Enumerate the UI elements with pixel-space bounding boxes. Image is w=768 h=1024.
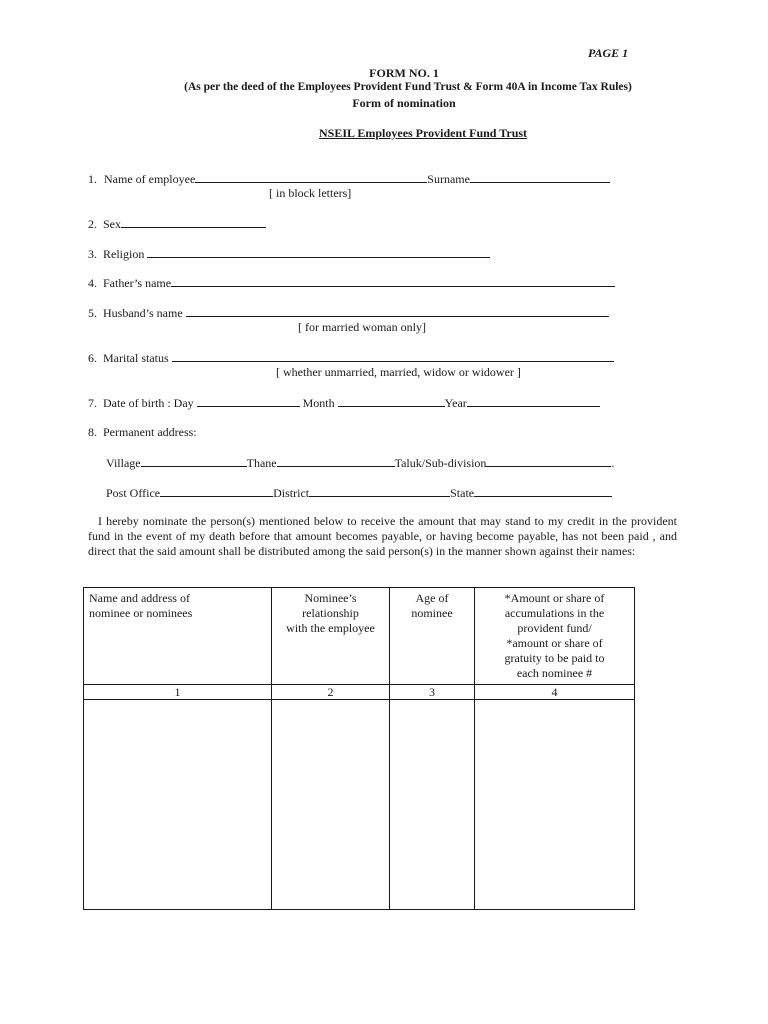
field-label: Religion: [103, 247, 145, 261]
month-input-line[interactable]: [338, 395, 445, 407]
field-date-of-birth: [88, 395, 600, 411]
state-input-line[interactable]: [474, 485, 612, 497]
nominee-name-address-cell[interactable]: [84, 700, 272, 910]
field-number: 1.: [88, 172, 97, 186]
field-label: Permanent address:: [103, 425, 197, 439]
field-number: 3.: [88, 247, 97, 261]
fathers-name-input-line[interactable]: [171, 275, 615, 287]
year-input-line[interactable]: [467, 395, 600, 407]
religion-input-line[interactable]: [147, 246, 490, 258]
column-number: 1: [84, 685, 272, 700]
nominee-table: [83, 587, 635, 910]
row-end-period: .: [611, 456, 615, 470]
table-header-row: [84, 588, 635, 685]
husbands-name-input-line[interactable]: [186, 305, 609, 317]
field-number: 5.: [88, 306, 97, 320]
day-input-line[interactable]: [197, 395, 300, 407]
surname-label: Surname: [427, 172, 470, 186]
field-label: Date of birth : Day: [103, 396, 194, 410]
month-label: Month: [302, 396, 335, 410]
field-label: Husband’s name: [103, 306, 183, 320]
header-amount-share: *Amount or share of accumulations in the provident fund/ *amount or share of gratuity to be paid to each nominee #: [475, 588, 635, 685]
header-relationship: Nominee’s relationship with the employee: [272, 588, 390, 685]
field-sex: [88, 216, 266, 232]
sex-input-line[interactable]: [121, 216, 266, 228]
taluk-label: Taluk/Sub-division: [394, 456, 487, 470]
taluk-input-line[interactable]: [486, 455, 611, 467]
field-name-of-employee: [88, 171, 610, 187]
village-label: Village: [106, 456, 141, 470]
field-number: 4.: [88, 276, 97, 290]
address-row-1: [106, 455, 614, 471]
surname-input-line[interactable]: [470, 171, 610, 183]
nominee-relationship-cell[interactable]: [272, 700, 390, 910]
field-marital-status: [88, 350, 614, 366]
married-woman-note: [ for married woman only]: [298, 320, 426, 334]
district-label: District: [273, 486, 310, 500]
thane-label: Thane: [246, 456, 277, 470]
header-age: Age of nominee: [390, 588, 475, 685]
field-number: 6.: [88, 351, 97, 365]
state-label: State: [450, 486, 475, 500]
table-column-number-row: [84, 685, 635, 700]
field-label: Marital status: [103, 351, 169, 365]
district-input-line[interactable]: [309, 485, 450, 497]
field-label: Father’s name: [103, 276, 172, 290]
field-label: Name of employee: [104, 172, 196, 186]
field-number: 8.: [88, 425, 97, 439]
field-permanent-address: [88, 425, 197, 440]
form-title: Form of nomination: [352, 96, 456, 110]
form-subtitle: (As per the deed of the Employees Provident Fund Trust & Form 40A in Income Tax Rules): [184, 81, 632, 93]
field-number: 2.: [88, 217, 97, 231]
marital-status-input-line[interactable]: [172, 350, 614, 362]
field-husbands-name: [88, 305, 609, 321]
nominee-age-cell[interactable]: [390, 700, 475, 910]
trust-name: NSEIL Employees Provident Fund Trust: [319, 126, 528, 140]
field-fathers-name: [88, 275, 615, 291]
post-office-input-line[interactable]: [160, 485, 273, 497]
nominee-amount-share-cell[interactable]: [475, 700, 635, 910]
name-input-line[interactable]: [195, 171, 427, 183]
marital-status-note: [ whether unmarried, married, widow or widower ]: [276, 365, 521, 379]
field-religion: [88, 246, 490, 262]
village-input-line[interactable]: [141, 455, 247, 467]
thane-input-line[interactable]: [277, 455, 395, 467]
header-name-address: Name and address of nominee or nominees: [84, 588, 272, 685]
nomination-statement: I hereby nominate the person(s) mentioned below to receive the amount that may stand to my credit in the provident fund in the event of my death before that amount becomes payable, or having become payable, has not been paid , and direct that the said amount shall be distributed among the said person(s) in the manner shown against their names:: [88, 514, 677, 558]
address-row-2: [106, 485, 612, 501]
field-label: Sex: [103, 217, 121, 231]
year-label: Year: [444, 396, 467, 410]
field-number: 7.: [88, 396, 97, 410]
column-number: 3: [390, 685, 475, 700]
table-entry-row: [84, 700, 635, 910]
form-number: FORM NO. 1: [369, 66, 439, 80]
block-letters-note: [ in block letters]: [269, 186, 352, 200]
page-label: PAGE 1: [588, 46, 629, 60]
post-office-label: Post Office: [106, 486, 161, 500]
column-number: 2: [272, 685, 390, 700]
column-number: 4: [475, 685, 635, 700]
